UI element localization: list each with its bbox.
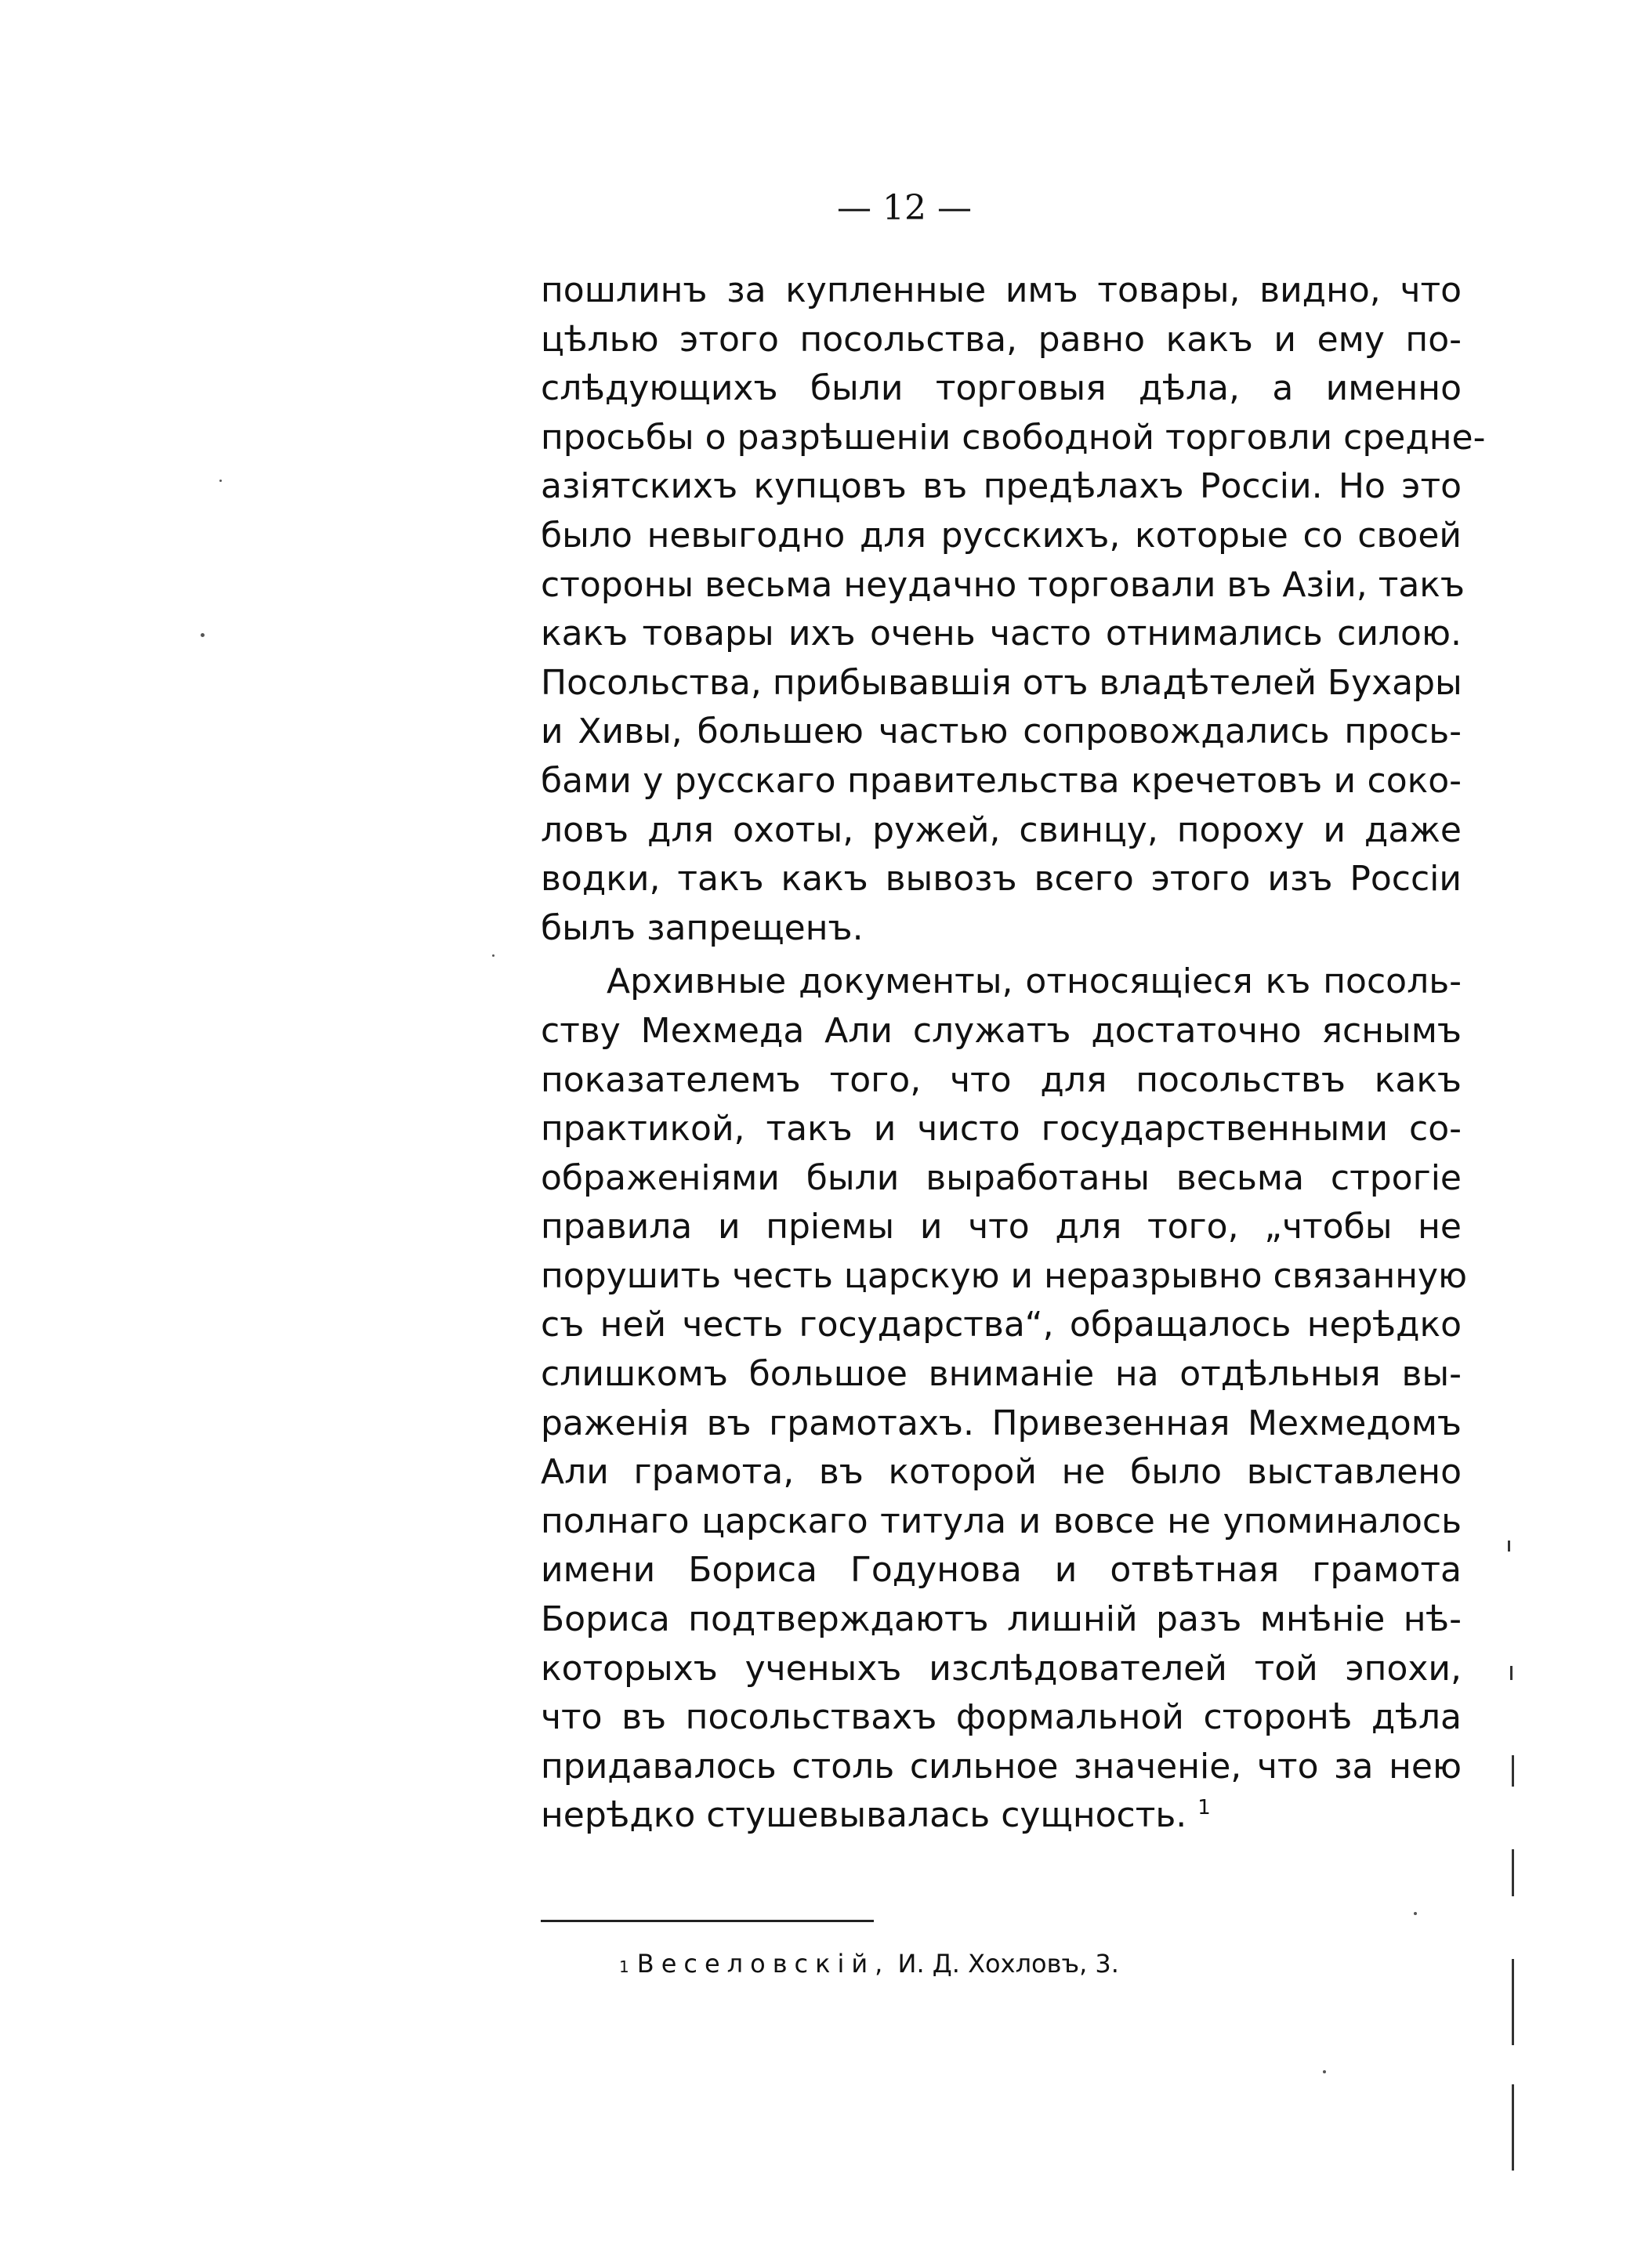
text-line: которыхъ ученыхъ изслѣдователей той эпохи,: [541, 1648, 1462, 1689]
text-line: ображенiями были выработаны весьма строгiе: [541, 1157, 1462, 1198]
text-line: Бориса подтверждаютъ лишнiй разъ мнѣнiе нѣ-: [541, 1599, 1462, 1640]
scan-edge-mark: [1512, 2084, 1514, 2171]
text-line: раженiя въ грамотахъ. Привезенная Мехмедомъ: [541, 1403, 1462, 1443]
text-line: былъ запрещенъ.: [541, 907, 864, 948]
text-line: практикой, такъ и чисто государственными со-: [541, 1109, 1462, 1150]
text-line-content: нерѣдко стушевывалась сущность.: [541, 1795, 1187, 1836]
text-line: что въ посольствахъ формальной сторонѣ дѣла: [541, 1697, 1462, 1738]
footnote-divider: [541, 1920, 874, 1922]
scan-edge-mark: [1512, 1959, 1514, 2045]
text-line: Архивные документы, относящiеся къ посоль-: [607, 961, 1462, 1002]
text-line: Али грамота, въ которой не было выставлено: [541, 1452, 1462, 1493]
text-line: было невыгодно для русскихъ, которые со своей: [541, 515, 1462, 556]
main-text: [541, 266, 1486, 1841]
scan-speck: [1323, 2070, 1326, 2073]
text-line: придавалось столь сильное значенiе, что за нею: [541, 1746, 1462, 1787]
text-line: азiятскихъ купцовъ въ предѣлахъ Россiи. Но это: [541, 466, 1462, 507]
footnote-citation: И. Д. Хохловъ, 3.: [897, 1949, 1119, 1979]
scan-speck: [201, 633, 205, 637]
text-line: Посольства, прибывавшiя отъ владѣтелей Бухары: [541, 662, 1462, 703]
scan-speck: [219, 480, 222, 482]
text-line: какъ товары ихъ очень часто отнимались силою.: [541, 614, 1462, 654]
paragraph-2: [541, 958, 1468, 1841]
text-line: ству Мехмеда Али служатъ достаточно яснымъ: [541, 1010, 1462, 1051]
text-line: правила и прiемы и что для того, „чтобы не: [541, 1207, 1462, 1247]
text-line: бами у русскаго правительства кречетовъ и соко-: [541, 760, 1462, 801]
page-number: — 12 —: [837, 188, 972, 228]
text-line: порушить честь царскую и неразрывно связанную: [541, 1255, 1468, 1296]
text-line: съ ней честь государства“, обращалось нерѣдко: [541, 1305, 1462, 1345]
scan-speck: [492, 954, 495, 957]
text-line: просьбы о разрѣшенiи свободной торговли средне-: [541, 417, 1486, 458]
text-line: стороны весьма неудачно торговали въ Азiи, такъ: [541, 564, 1465, 605]
text-line: ловъ для охоты, ружей, свинцу, пороху и даже: [541, 809, 1462, 850]
footnote-author: Веселовскiй,: [636, 1949, 890, 1979]
text-line: полнаго царскаго титула и вовсе не упоминалось: [541, 1501, 1462, 1541]
text-line: водки, такъ какъ вывозъ всего этого изъ Россiи: [541, 859, 1462, 900]
text-line: пошлинъ за купленные имъ товары, видно, что: [541, 270, 1462, 310]
text-line: слишкомъ большое вниманiе на отдѣльныя вы-: [541, 1354, 1462, 1395]
paragraph-1: [541, 266, 1486, 953]
footnote: [619, 1945, 1119, 1982]
scan-speck: [1414, 1912, 1417, 1915]
text-line: показателемъ того, что для посольствъ какъ: [541, 1059, 1462, 1100]
scan-edge-mark: [1512, 1849, 1514, 1896]
scan-edge-mark: [1512, 1755, 1514, 1787]
scan-edge-mark: [1508, 1541, 1510, 1552]
text-line: имени Бориса Годунова и отвѣтная грамота: [541, 1550, 1462, 1591]
text-line: слѣдующихъ были торговыя дѣла, а именно: [541, 368, 1462, 409]
footnote-marker: 1: [619, 1957, 629, 1976]
scan-edge-mark: [1510, 1666, 1513, 1680]
text-line: и Хивы, большею частью сопровождались прось-: [541, 711, 1462, 752]
text-line-final: [541, 1791, 1462, 1841]
text-line: цѣлью этого посольства, равно какъ и ему по-: [541, 319, 1462, 360]
footnote-reference: 1: [1197, 1796, 1211, 1820]
